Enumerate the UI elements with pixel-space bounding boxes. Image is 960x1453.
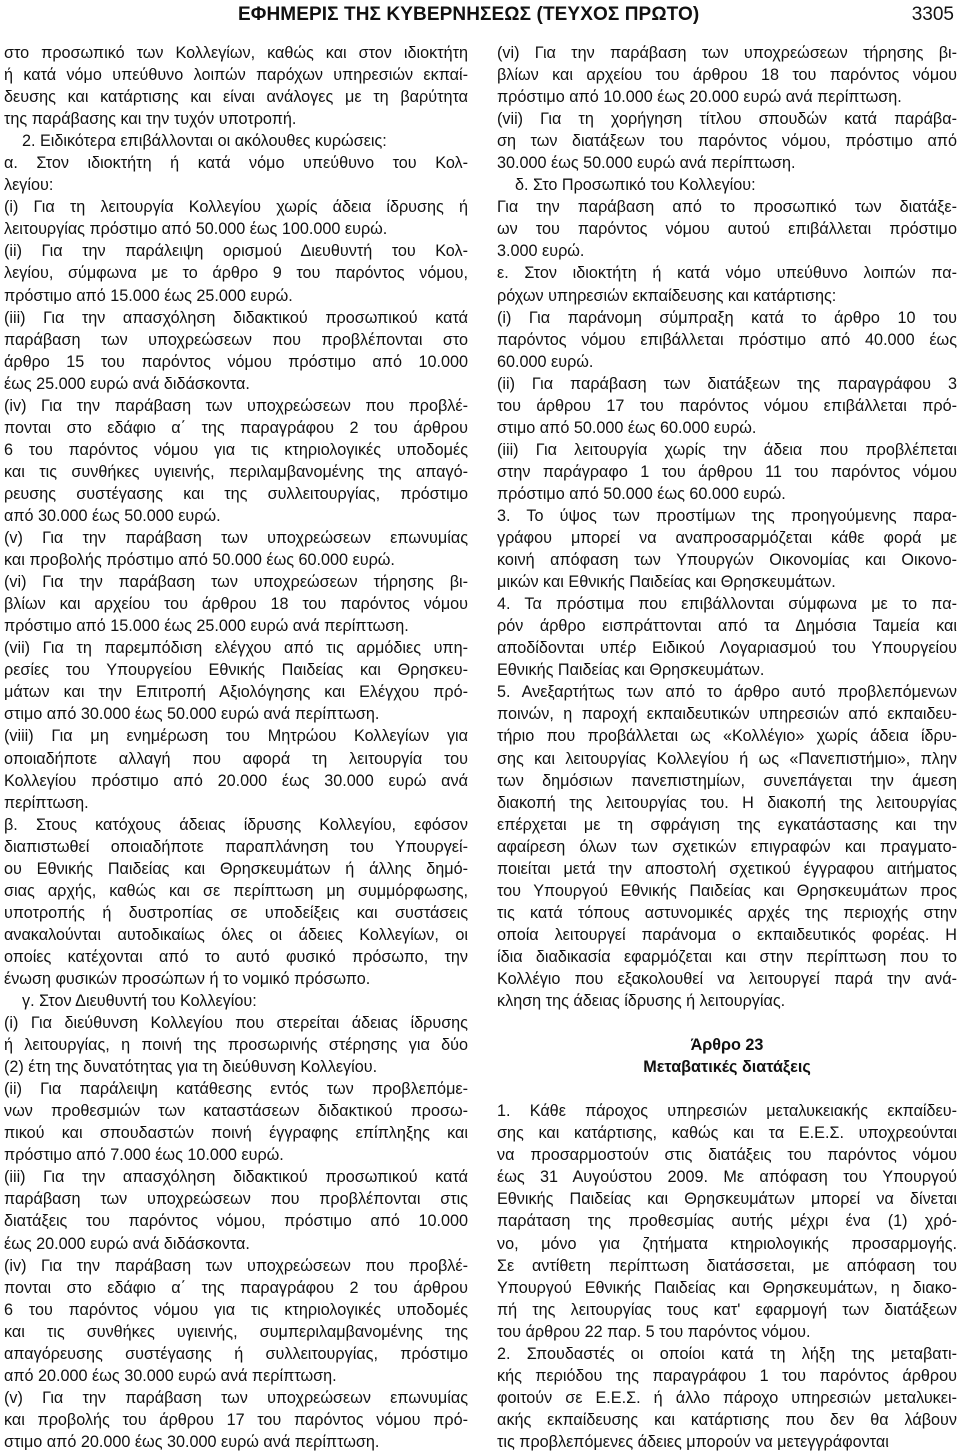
text-line: (ii) Για παράβαση των διατάξεων της παραγράφου 3 (497, 374, 957, 393)
text-line: έως 25.000 ευρώ ανά διδάσκοντα. (4, 374, 250, 393)
text-line: μάτων και την Επιτροπή Αξιολόγησης και Ελέγχου πρό- (4, 683, 468, 702)
text-line: και προβολής πρόστιμο από 50.000 έως 60.000 ευρώ. (4, 551, 395, 570)
text-line: ρόν άρθρο εισπράττονται από τα Δημόσια Ταμεία και (497, 617, 957, 636)
text-line: παράβαση των υποχρεώσεων που προβλέπονται στις (4, 1190, 468, 1209)
text-line: διακοπή της λειτουργίας του. Η διακοπή της λειτουργίας (497, 793, 957, 812)
text-line: από 30.000 έως 50.000 ευρώ. (4, 506, 221, 525)
text-line: του άρθρου 22 παρ. 5 του παρόντος νόμου. (497, 1322, 811, 1341)
text-line: πή της λειτουργίας τους κατ' εφαρμογή των διατάξεων (497, 1300, 957, 1319)
text-line: γράφου μπορεί να αναπροσαρμόζεται κάθε φορά με (497, 529, 957, 548)
text-line: οποιαδήποτε αλλαγή που αφορά τη λειτουργία του (4, 749, 468, 768)
text-line: από 20.000 έως 30.000 ευρώ ανά περίπτωση. (4, 1366, 337, 1385)
text-line: παράταση της προθεσμίας αυτής μέχρι ένα (1) χρό- (497, 1212, 957, 1231)
text-line: (iii) Για λειτουργία χωρίς την άδεια που προβλέπεται (497, 440, 957, 459)
text-line: οποία λειτουργεί παράνομα ο εκπαιδευτικός φορέας. Η (497, 925, 957, 944)
text-line: πονται στο εδάφιο α΄ της παραγράφου 2 του άρθρου (4, 1278, 468, 1297)
text-line: ένωση φυσικών προσώπων ή το νομικό πρόσωπο. (4, 969, 371, 988)
text-line: λεγίου, σύμφωνα με το άρθρο 9 του παρόντος νόμου, (4, 264, 468, 283)
text-line: 6 του παρόντος νόμου για τις κτηριολογικές υποδομές (4, 440, 468, 459)
text-line: στο προσωπικό των Κολλεγίων, καθώς και στον ιδιοκτήτη (4, 44, 468, 62)
text-line: (v) Για την παράβαση των υποχρεώσεων επωνυμίας (4, 1388, 468, 1407)
right-column (497, 42, 957, 1453)
text-line: κής περιόδου της παραγράφου 1 του παρόντος άρθρου (497, 1366, 957, 1385)
text-line: δευσης και κατάρτισης και είναι ανάλογες με τη βαρύτητα (4, 88, 468, 107)
text-line: έως 20.000 ευρώ ανά διδάσκοντα. (4, 1234, 250, 1253)
page-header (0, 0, 960, 34)
text-line: πρόστιμο από 15.000 έως 25.000 ευρώ. (4, 286, 293, 305)
text-line: Σε αντίθετη περίπτωση διατάσσεται, με απόφαση του (497, 1256, 957, 1275)
text-line: πονται στο εδάφιο α΄ της παραγράφου 2 του άρθρου (4, 418, 468, 437)
text-line: δ. Στο Προσωπικό του Κολλεγίου: (497, 176, 756, 195)
text-line: πρόστιμο από 15.000 έως 25.000 ευρώ ανά περίπτωση. (4, 617, 409, 636)
text-line: (iv) Για την παράβαση των υποχρεώσεων που προβλέ- (4, 1256, 468, 1275)
text-line: κοινή απόφαση των Υπουργών Οικονομίας και Οικονο- (497, 551, 957, 570)
text-line: α. Στον ιδιοκτήτη ή κατά νόμο υπεύθυνο του Κολ- (4, 154, 468, 173)
text-line: β. Στους κατόχους άδειας ίδρυσης Κολλεγίου, εφόσον (4, 815, 468, 834)
text-line: (vii) Για τη παρεμπόδιση ελέγχου από τις αρμόδιες υπη- (4, 639, 468, 658)
text-line: τις προβλεπόμενες άδειες μπορούν να μετεγγράφονται (497, 1432, 889, 1451)
text-line: του άρθρου 17 του παρόντος νόμου επιβάλλεται πρό- (497, 396, 957, 415)
text-line: άρθρο 15 του παρόντος νόμου πρόστιμο από 10.000 (4, 352, 468, 371)
text-line: στην παράγραφο 1 του άρθρου 11 του παρόντος νόμου (497, 462, 957, 481)
gazette-title: ΕΦΗΜΕΡΙΣ ΤΗΣ ΚΥΒΕΡΝΗΣΕΩΣ (ΤΕΥΧΟΣ ΠΡΩΤΟ) (238, 4, 700, 25)
text-line: πικού και σπουδαστών ποινή έγγραφης επίπληξης και (4, 1124, 468, 1143)
text-line: και τις συνθήκες υγιεινής, συμπεριλαμβανομένης της (4, 1322, 468, 1341)
page-number: 3305 (911, 4, 954, 25)
text-line: διατάξεις του παρόντος νόμου, πρόστιμο από 10.000 (4, 1212, 468, 1231)
text-line: σης και λειτουργίας Κολλεγίου ή ως «Πανεπιστήμιο», πλην (497, 749, 957, 768)
text-line: 3.000 ευρώ. (497, 242, 585, 261)
text-line: 6 του παρόντος νόμου για τις κτηριολογικές υποδομές (4, 1300, 468, 1319)
spacer (497, 1012, 957, 1034)
text-line: (iii) Για την απασχόληση διδακτικού προσωπικού κατά (4, 308, 468, 327)
text-line: βλίων και αρχείου του άρθρου 18 του παρόντος νόμου (497, 66, 957, 85)
text-line: στιμο από 20.000 έως 30.000 ευρώ ανά περίπτωση. (4, 1432, 380, 1451)
text-line: ε. Στον ιδιοκτήτη ή κατά νόμο υπεύθυνο λοιπών πα- (497, 264, 957, 283)
text-line: να προσαρμοστούν στις διατάξεις του παρόντος νόμου (497, 1146, 957, 1165)
text-line: (vi) Για την παράβαση των υποχρεώσεων τήρησης βι- (4, 573, 468, 592)
text-line: (i) Για τη λειτουργία Κολλεγίου χωρίς άδεια ίδρυσης ή (4, 198, 468, 217)
text-line: 2. Σπουδαστές οι οποίοι κατά τη λήξη της μεταβατι- (497, 1344, 957, 1363)
text-line: 30.000 έως 50.000 ευρώ ανά περίπτωση. (497, 154, 796, 173)
text-line: ή κατά νόμο υπεύθυνο λοιπών παρόχων υπηρεσιών εκπαί- (4, 66, 468, 85)
text-line: γ. Στον Διευθυντή του Κολλεγίου: (4, 992, 257, 1011)
text-line: 60.000 ευρώ. (497, 352, 594, 371)
text-line: των δημόσιων πανεπιστημίων, συνεπάγεται την άμεση (497, 771, 957, 790)
text-line: περίπτωση. (4, 793, 89, 812)
text-line: (iii) Για την απασχόληση διδακτικού προσωπικού κατά (4, 1168, 468, 1187)
text-line: αφαίρεση όλων των σχετικών επιγραφών και πραγματο- (497, 837, 957, 856)
text-line: (v) Για την παράβαση των υποχρεώσεων επωνυμίας (4, 529, 468, 548)
text-line: λεγίου: (4, 176, 54, 195)
text-line: ου Εθνικής Παιδείας και Θρησκευμάτων ή άλλης δημό- (4, 859, 468, 878)
text-line: 1. Κάθε πάροχος υπηρεσιών μεταλυκειακής εκπαίδευ- (497, 1102, 957, 1121)
text-line: Εθνικής Παιδείας και Θρησκευμάτων μπορεί να δίνεται (497, 1190, 957, 1209)
text-line: (vi) Για την παράβαση των υποχρεώσεων τήρησης βι- (497, 44, 957, 62)
text-line: στιμο από 50.000 έως 60.000 ευρώ. (497, 418, 757, 437)
text-line: κληση της άδειας ίδρυσης ή λειτουργίας. (497, 992, 786, 1011)
text-line: φοιτούν σε Ε.Ε.Σ. ή άλλο πάροχο υπηρεσιών μεταλυκει- (497, 1388, 957, 1407)
text-line: 3. Το ύψος των προστίμων της προηγούμενης παρα- (497, 506, 957, 525)
text-line: και τις συνθήκες υγιεινής, περιλαμβανομένης της απαγό- (4, 462, 468, 481)
spacer (497, 1078, 957, 1100)
text-line: μικών και Εθνικής Παιδείας και Θρησκευμάτων. (497, 573, 836, 592)
text-line: τις κατά τόπους αστυνομικές αρχές της περιοχής στην (497, 903, 957, 922)
text-line: σιας αρχής, καθώς και σε περίπτωση μη συμμόρφωσης, (4, 881, 468, 900)
text-line: ρευσης συστέγασης και της συλλειτουργίας, πρόστιμο (4, 484, 468, 503)
text-line: 2. Ειδικότερα επιβάλλονται οι ακόλουθες κυρώσεις: (4, 132, 387, 151)
text-line: και προβολής του άρθρου 17 του παρόντος νόμου πρό- (4, 1410, 468, 1429)
text-line: 4. Τα πρόστιμα που επιβάλλονται σύμφωνα με το πα- (497, 595, 957, 614)
text-line: της παράβασης και την τυχόν υποτροπή. (4, 110, 297, 129)
text-line: (viii) Για μη ενημέρωση του Μητρώου Κολλεγίων για (4, 727, 468, 746)
text-line: ίδια διαδικασία εφαρμόζεται και στην περίπτωση που το (497, 947, 957, 966)
text-line: ακής εκπαίδευσης και κατάρτισης που δεν θα λάβουν (497, 1410, 957, 1429)
text-line: Κολλέγιο που εξακολουθεί να λειτουργεί παρά την ανά- (497, 969, 957, 988)
text-line: απαγόρευσης συστέγασης ή συλλειτουργίας, πρόστιμο (4, 1344, 468, 1363)
text-line: Εθνικής Παιδείας και Θρησκευμάτων. (497, 661, 765, 680)
text-line: (iv) Για την παράβαση των υποχρεώσεων που προβλέ- (4, 396, 468, 415)
text-line: πρόστιμο από 10.000 έως 20.000 ευρώ ανά περίπτωση. (497, 88, 902, 107)
text-line: λειτουργίας πρόστιμο από 50.000 έως 100.000 ευρώ. (4, 220, 388, 239)
text-line: υποτροπής ή δυστροπίας σε υποδείξεις και συστάσεις (4, 903, 468, 922)
text-line: διαπιστωθεί οποιαδήποτε παραπλάνηση του Υπουργεί- (4, 837, 468, 856)
text-line: ανακαλούνται αυτοδικαίως όλες οι άδειες Κολλεγίων, οι (4, 925, 468, 944)
text-line: στιμο από 30.000 έως 50.000 ευρώ ανά περίπτωση. (4, 705, 380, 724)
article-subheading: Μεταβατικές διατάξεις (643, 1058, 811, 1077)
text-line: ρόχων υπηρεσιών εκπαίδευσης και κατάρτισης: (497, 286, 837, 305)
text-line: νων προθεσμιών των καταστάσεων διδακτικού προσω- (4, 1102, 468, 1121)
text-line: ρεσίες του Υπουργείου Εθνικής Παιδείας και Θρησκευ- (4, 661, 468, 680)
text-line: παράβαση των υποχρεώσεων που προβλέπονται στο (4, 330, 468, 349)
text-line: (vii) Για τη χορήγηση τίτλου σπουδών κατά παράβα- (497, 110, 957, 129)
text-line: (i) Για παράνομη σύμπραξη κατά το άρθρο 10 του (497, 308, 957, 327)
text-line: του Υπουργού Εθνικής Παιδείας και Θρησκευμάτων προς (497, 881, 957, 900)
text-line: επέρχεται με τη σφράγιση της εγκατάστασης και την (497, 815, 957, 834)
text-line: (ii) Για παράλειψη κατάθεσης εντός των προβλεπόμε- (4, 1080, 468, 1099)
text-line: 5. Ανεξαρτήτως των από το άρθρο αυτό προβλεπόμενων (497, 683, 957, 702)
text-line: ποινών, η παροχή εκπαιδευτικών υπηρεσιών από εκπαιδευ- (497, 705, 957, 724)
text-line: (2) έτη της δυνατότητας για τη διεύθυνση Κολλεγίου. (4, 1058, 378, 1077)
text-line: αποδίδονται υπέρ Ειδικού Λογαριασμού του Υπουργείου (497, 639, 957, 658)
text-line: Υπουργού Εθνικής Παιδείας και Θρησκευμάτων, η διακο- (497, 1278, 957, 1297)
text-line: (ii) Για την παράλειψη ορισμού Διευθυντή του Κολ- (4, 242, 468, 261)
left-column (4, 42, 468, 1453)
text-line: έως 31 Αυγούστου 2009. Με απόφαση του Υπουργού (497, 1168, 957, 1187)
text-line: Κολλεγίου πρόστιμο από 20.000 έως 30.000 ευρώ ανά (4, 771, 468, 790)
text-line: παρόντος νόμου επιβάλλεται πρόστιμο από 40.000 έως (497, 330, 957, 349)
text-line: τήριο που προβάλλεται ως «Κολλέγιο» χωρίς άδεια ίδρυ- (497, 727, 957, 746)
text-line: ή λειτουργίας, η ποινή της προσωρινής στέρησης για δύο (4, 1036, 468, 1055)
text-line: πρόστιμο από 50.000 έως 60.000 ευρώ. (497, 484, 786, 503)
text-line: βλίων και αρχείου του άρθρου 18 του παρόντος νόμου (4, 595, 468, 614)
text-line: ποιείται μετά την αποστολή σχετικού έγγραφου αιτήματος (497, 859, 957, 878)
text-line: σης και κατάρτισης, καθώς και τα Ε.Ε.Σ. υποχρεούνται (497, 1124, 957, 1143)
text-line: ων του παρόντος νόμου αυτού επιβάλλεται πρόστιμο (497, 220, 957, 239)
text-line: Για την παράβαση από το προσωπικό των διατάξε- (497, 198, 957, 217)
text-line: νο, μόνο για ζητήματα κτηριολογικής προσαρμογής. (497, 1234, 957, 1253)
article-heading: Άρθρο 23 (690, 1036, 764, 1055)
text-line: οποίες κατέχονται από το αυτό φυσικό πρόσωπο, την (4, 947, 468, 966)
text-line: ση των διατάξεων του παρόντος νόμου, πρόστιμο από (497, 132, 957, 151)
text-line: (i) Για διεύθυνση Κολλεγίου που στερείται άδειας ίδρυσης (4, 1014, 468, 1033)
text-line: πρόστιμο από 7.000 έως 10.000 ευρώ. (4, 1146, 284, 1165)
